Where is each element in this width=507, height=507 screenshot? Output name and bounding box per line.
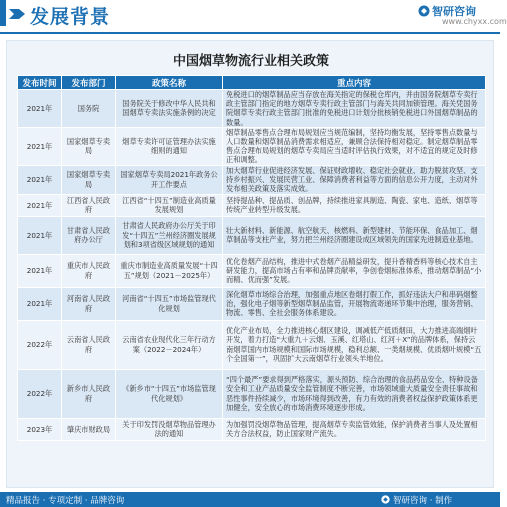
policy-panel (6, 40, 494, 488)
cell-policy-name: 江西省“十四五”制造业高质量发展规划 (116, 194, 223, 216)
brand-name: 智研咨询 (432, 5, 476, 18)
cell-dept: 重庆市人民政府 (62, 254, 116, 287)
table-row (18, 287, 486, 320)
column-header-content: 重点内容 (223, 76, 486, 90)
table-header-row (18, 76, 486, 90)
table-row (18, 418, 486, 440)
table-row (18, 90, 486, 128)
header-accent (0, 0, 6, 26)
brand-logo-icon (418, 5, 430, 17)
cell-content: 为加强罚没烟草物品管理，提高烟草专卖监管效能，保护消费者当事人及处置相关方合法权益，防止国家财产流失。 (223, 418, 486, 440)
cell-dept: 国家烟草专卖局 (62, 165, 116, 194)
table-row (18, 320, 486, 369)
cell-year: 2021年 (18, 254, 62, 287)
cell-year: 2021年 (18, 194, 62, 216)
cell-content: 壮大新材料、新能源、航空航天、核燃料、新型建材、节能环保、食品加工、烟草制品等支柱产业，努力把兰州经济圈建设成区域领先的国家先进制造业基地。 (223, 216, 486, 254)
column-header-dept: 发布部门 (62, 76, 116, 90)
cell-dept: 江西省人民政府 (62, 194, 116, 216)
section-badge-icon (8, 6, 26, 22)
brand-url: www.chyxx.com (442, 17, 507, 26)
column-header-name: 政策名称 (116, 76, 223, 90)
header-rule (0, 32, 500, 34)
cell-dept: 云南省人民政府 (62, 320, 116, 369)
cell-policy-name: 甘肃省人民政府办公厅关于印发“十四五”兰州经济圈发展规划和3项省级区域规划的通知 (116, 216, 223, 254)
cell-content: 深化烟草市场综合治理，加强重点地区卷烟打假工作，抓好违法大户和串码烟整治，强化电子烟等新型烟草制品监管，开展物流寄递环节集中治理，服务营销、物流、零售、全社会服务体系建设。 (223, 287, 486, 320)
cell-dept: 国家烟草专卖局 (62, 127, 116, 165)
cell-content: 烟草制品零售点合理布局规划应当规范编制，坚持均衡发展，坚持零售点数量与人口数量和烟草制品消费需求相适应，兼顾合法保持相对稳定。制定烟草制品零售点合理布局规划的烟草专卖局应当适时评估执行效果，对不适宜的规定及时修正和调整。 (223, 127, 486, 165)
cell-policy-name: 关于印发罚没烟草物品管理办法的通知 (116, 418, 223, 440)
table-row (18, 165, 486, 194)
cell-year: 2021年 (18, 165, 62, 194)
cell-year: 2023年 (18, 418, 62, 440)
cell-year: 2022年 (18, 369, 62, 418)
cell-policy-name: 国家烟草专卖局2021年政务公开工作要点 (116, 165, 223, 194)
cell-dept: 肇庆市财政局 (62, 418, 116, 440)
table-row (18, 254, 486, 287)
footer-bar (0, 492, 500, 507)
cell-content: 坚持提品种、提品质、创品牌，持续推进家具制造、陶瓷、家电、造纸、烟草等传统产业转型升级发展。 (223, 194, 486, 216)
header-bar (0, 0, 507, 34)
cell-policy-name: 烟草专卖许可证管理办法实施细则的通知 (116, 127, 223, 165)
cell-content: 免税进口的烟草制品应当存放在海关指定的保税仓库内，并由国务院烟草专卖行政主管部门指定的地方烟草专卖行政主管部门与海关共同加锁管理。海关凭国务院烟草专卖行政主管部门批准的免税进口计划分批核销免税进口外国烟草制品的数量。 (223, 90, 486, 128)
cell-year: 2021年 (18, 287, 62, 320)
policy-table (17, 75, 486, 441)
footer-logo-icon (381, 495, 390, 504)
cell-year: 2021年 (18, 216, 62, 254)
table-row (18, 127, 486, 165)
table-row (18, 216, 486, 254)
table-row (18, 194, 486, 216)
cell-year: 2021年 (18, 127, 62, 165)
footer-credit: 智研咨询 · 制作 (393, 496, 453, 506)
cell-policy-name: 云南省农业现代化三年行动方案（2022－2024年） (116, 320, 223, 369)
cell-policy-name: 《新乡市“十四五”市场监管现代化规划》 (116, 369, 223, 418)
cell-dept: 甘肃省人民政府办公厅 (62, 216, 116, 254)
section-title: 发展背景 (30, 6, 111, 28)
cell-content: 加大烟草行业促进经济发展、保证财政增收、稳定社会就业、助力脱贫攻坚、支持乡村振兴、发展民营工业、保障消费者利益等方面的信息公开力度，主动对外发布相关政策及落实成效。 (223, 165, 486, 194)
cell-dept: 新乡市人民政府 (62, 369, 116, 418)
footer-tagline: 精品报告 · 专项定制 · 品牌咨询 (6, 496, 125, 506)
cell-policy-name: 河南省“十四五”市场监管现代化规划 (116, 287, 223, 320)
column-header-year: 发布时间 (18, 76, 62, 90)
cell-year: 2021年 (18, 90, 62, 128)
cell-year: 2022年 (18, 320, 62, 369)
table-title: 中国烟草物流行业相关政策 (172, 54, 329, 69)
cell-content: 优化卷烟产品结构，推进中式卷烟产品精益研发，提升香精香料等核心技术自主研发能力，提高市场占有率和品牌贡献率，争创卷烟标准体系，推动烟草制品“小而精、优而强”发展。 (223, 254, 486, 287)
cell-dept: 国务院 (62, 90, 116, 128)
cell-policy-name: 重庆市制造业高质量发展“十四五”规划（2021－2025年） (116, 254, 223, 287)
cell-dept: 河南省人民政府 (62, 287, 116, 320)
cell-content: “四个最严”要求得到严格落实，源头预防、综合治理的食品药品安全、特种设备安全和工业产品质量安全监管制度不断完善，市场领域重大质量安全责任事故和恶性事件持续减少，市场环境得到改善，有力有效的消费者权益保护政策体系更加健全，安全放心的市场消费环境逐步形成。 (223, 369, 486, 418)
table-row (18, 369, 486, 418)
cell-policy-name: 国务院关于修改中华人民共和国烟草专卖法实施条例的决定 (116, 90, 223, 128)
cell-content: 优化产业布局，全力推进核心烟区建设，调减低产低质烟田，大力推进高端烟叶开发，着力打造“大重九＋云烟、玉溪、红塔山、红河＋X”的品牌体系，保持云南烟草国内市场规模和国际市场规模，稳利总额、一类烟规模、优质烟叶规模“五个全国第一”，巩固扩大云南烟草行业领头羊地位。 (223, 320, 486, 369)
